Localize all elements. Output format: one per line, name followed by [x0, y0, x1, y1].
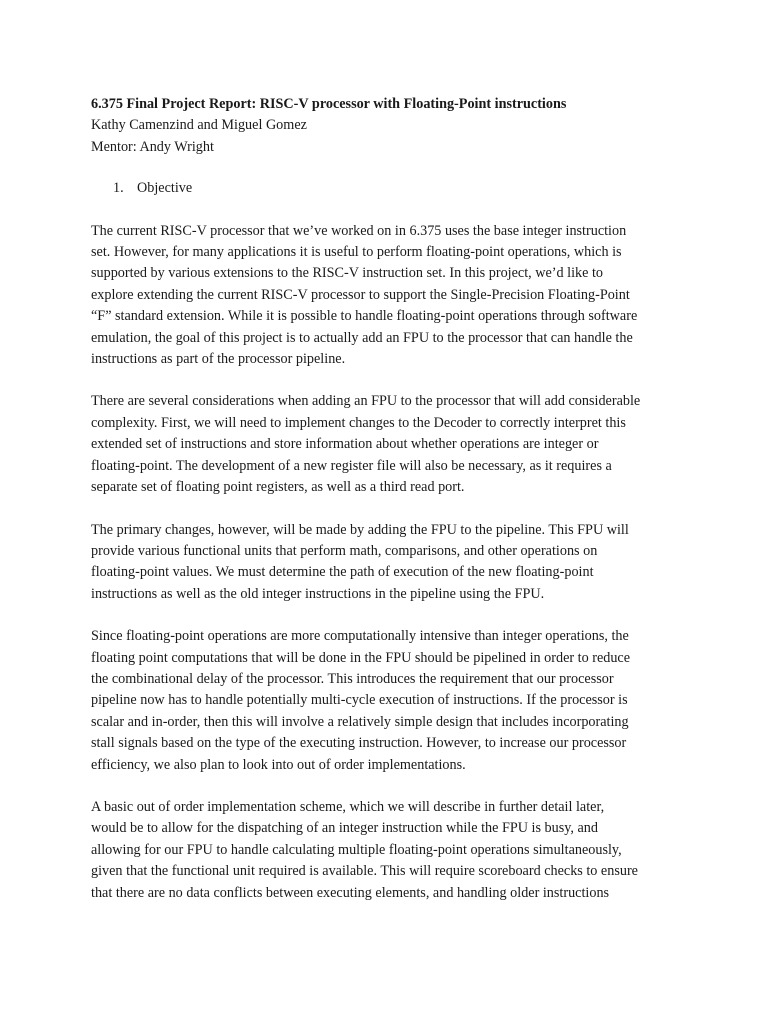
paragraph-3 [91, 520, 691, 606]
section-number: 1. [113, 180, 124, 197]
authors-line: Kathy Camenzind and Miguel Gomez [91, 117, 307, 134]
paragraph-line: that there are no data conflicts between executing elements, and handling older instructions [91, 884, 610, 901]
paragraph-line: allowing for our FPU to handle calculating multiple floating-point operations simultaneously, [91, 841, 622, 858]
paragraph-line: explore extending the current RISC-V processor to support the Single-Precision Floating-Point [91, 286, 630, 303]
paragraph-line: There are several considerations when adding an FPU to the processor that will add considerable [91, 393, 641, 410]
document-title: 6.375 Final Project Report: RISC-V processor with Floating-Point instructions [91, 96, 567, 112]
paragraph-line: supported by various extensions to the RISC-V instruction set. In this project, we’d like to [91, 265, 603, 282]
paragraph-line: scalar and in-order, then this will involve a relatively simple design that includes incorporating [91, 713, 629, 730]
paragraph-line: floating-point values. We must determine the path of execution of the new floating-point [91, 564, 594, 581]
paragraph-2 [91, 391, 691, 498]
paragraph-4 [91, 626, 691, 776]
section-title: Objective [137, 180, 193, 197]
paragraph-line: floating-point. The development of a new register file will also be necessary, as it requires a [91, 457, 612, 474]
paragraph-line: instructions as well as the old integer instructions in the pipeline using the FPU. [91, 585, 545, 602]
paragraph-line: “F” standard extension. While it is possible to handle floating-point operations through software [91, 308, 638, 325]
paragraph-line: efficiency, we also plan to look into out of order implementations. [91, 756, 466, 773]
paragraph-line: A basic out of order implementation scheme, which we will describe in further detail later, [91, 798, 605, 815]
paragraph-line: stall signals based on the type of the executing instruction. However, to increase our processor [91, 735, 627, 752]
paragraph-line: would be to allow for the dispatching of an integer instruction while the FPU is busy, and [91, 820, 598, 837]
paragraph-line: set. However, for many applications it is useful to perform floating-point operations, which is [91, 244, 622, 261]
paragraph-line: The current RISC-V processor that we’ve worked on in 6.375 uses the base integer instruction [91, 222, 627, 239]
paragraph-line: extended set of instructions and store information about whether operations are integer or [91, 436, 599, 453]
paragraph-line: instructions as part of the processor pipeline. [91, 351, 346, 368]
paragraph-line: floating point computations that will be done in the FPU should be pipelined in order to reduce [91, 649, 631, 666]
paragraph-line: Since floating-point operations are more computationally intensive than integer operations, the [91, 628, 629, 645]
paragraph-line: emulation, the goal of this project is to actually add an FPU to the processor that can handle the [91, 329, 633, 346]
section-heading-objective [91, 178, 691, 199]
document-page [91, 94, 691, 904]
paragraph-line: complexity. First, we will need to implement changes to the Decoder to correctly interpret this [91, 414, 626, 431]
mentor-line: Mentor: Andy Wright [91, 138, 214, 155]
paragraph-line: the combinational delay of the processor. This introduces the requirement that our processor [91, 670, 614, 687]
paragraph-line: provide various functional units that perform math, comparisons, and other operations on [91, 542, 598, 559]
paragraph-5 [91, 797, 691, 904]
paragraph-line: pipeline now has to handle potentially multi-cycle execution of instructions. If the processor is [91, 692, 628, 709]
paragraph-line: The primary changes, however, will be made by adding the FPU to the pipeline. This FPU will [91, 521, 629, 538]
paragraph-line: given that the functional unit required is available. This will require scoreboard checks to ensure [91, 863, 638, 880]
paragraph-1 [91, 221, 691, 371]
paragraph-line: separate set of floating point registers, as well as a third read port. [91, 479, 465, 496]
